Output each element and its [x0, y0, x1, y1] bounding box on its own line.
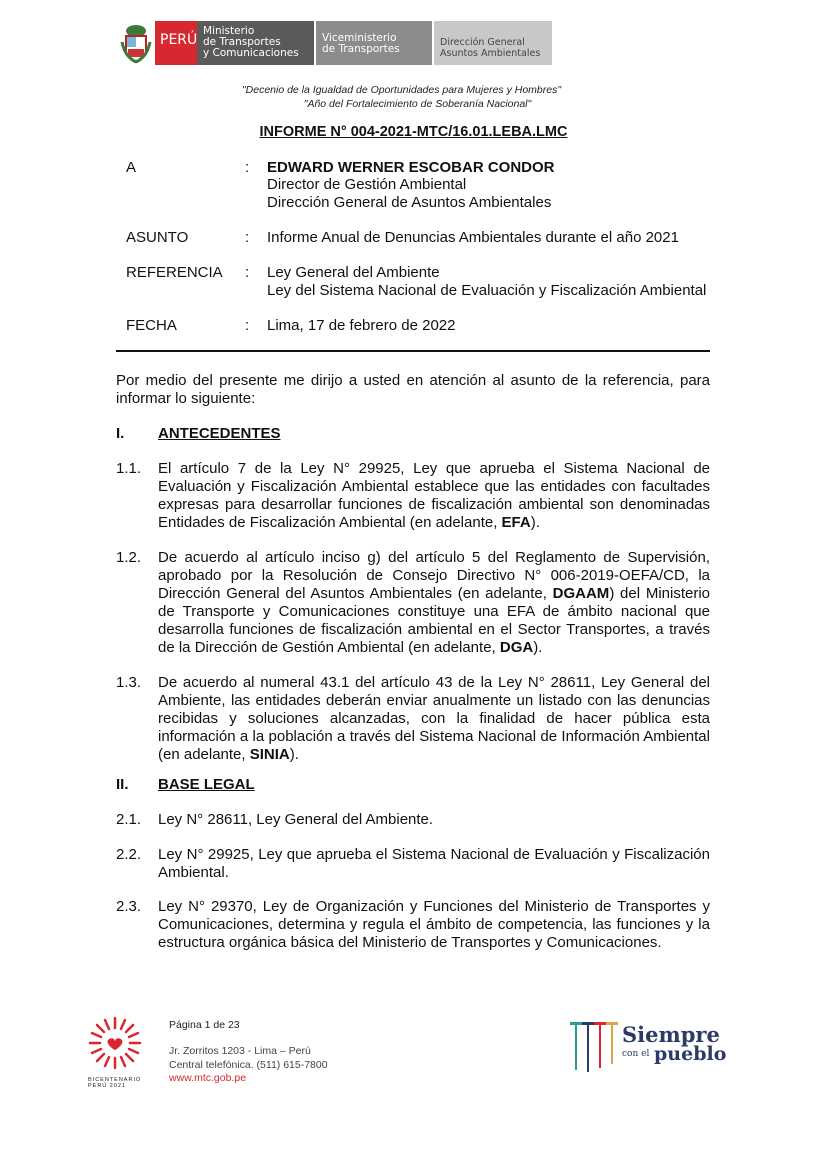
item-number: 1.1. — [116, 460, 142, 477]
slogan-siempre: Siempre — [622, 1022, 720, 1047]
item-text: ) del Ministerio de Transporte y Comunicaciones constituye una EFA de ámbito nacional que desarrolla funciones de fiscalización ambiental en el Sector Transportes, a través de la Dirección de Gestión Ambiental (en adelante, — [158, 585, 711, 656]
item-bold: SINIA — [249, 746, 290, 763]
direction-box — [434, 21, 552, 65]
item-text: De acuerdo al numeral 43.1 del artículo 43 de la Ley N° 28611, Ley General del Ambiente, las entidades deberán enviar anualmente un listado con las denuncias recibidas y soluciones alcanzadas, con la finalidad de hacer pública esta información a la población a través del Sistema Nacional de Información Ambiental (en adelante, — [158, 674, 710, 763]
item-bold: DGA — [499, 639, 534, 656]
vice-line: de Transportes — [322, 43, 400, 55]
footer-address: Jr. Zorritos 1203 - Lima – Perú — [169, 1045, 311, 1057]
item-number: 2.2. — [116, 846, 142, 863]
reference-line: Ley del Sistema Nacional de Evaluación y Fiscalización Ambiental — [267, 282, 707, 299]
item-number: 2.3. — [116, 898, 142, 915]
siempre-con-el-pueblo-logo — [570, 1022, 727, 1074]
item-number: 1.3. — [116, 674, 142, 691]
reference-label: REFERENCIA — [126, 264, 223, 281]
date-label: FECHA — [126, 317, 177, 334]
subject-value: Informe Anual de Denuncias Ambientales durante el año 2021 — [267, 229, 679, 246]
item-text: El artículo 7 de la Ley N° 29925, Ley que aprueba el Sistema Nacional de Evaluación y Fiscalización Ambiental establece que las entidades con facultades expresas para desarrollar funciones de fiscalización ambiental son denominadas Entidades de Fiscalización Ambiental (en adelante, — [158, 460, 710, 531]
item-number: 1.2. — [116, 549, 142, 566]
footer-phone: Central telefónica. (511) 615-7800 — [169, 1059, 328, 1071]
coat-of-arms-icon — [120, 22, 152, 64]
direction-line: Dirección General — [440, 37, 525, 48]
footer-website-link[interactable]: www.mtc.gob.pe — [169, 1072, 247, 1084]
ministry-box — [197, 21, 314, 65]
item-bold: DGAAM — [552, 585, 610, 602]
list-item — [158, 460, 710, 532]
motto-2: "Año del Fortalecimiento de Soberanía Nacional" — [303, 98, 532, 110]
ministry-line: Ministerio — [203, 25, 255, 37]
list-item: Ley N° 29925, Ley que aprueba el Sistema Nacional de Evaluación y Fiscalización Ambiental. — [158, 846, 710, 881]
item-number: 2.1. — [116, 811, 142, 828]
list-item: Ley N° 29370, Ley de Organización y Funciones del Ministerio de Transportes y Comunicaciones, determina y regula el ámbito de competencia, las funciones y la estructura orgánica básica del Ministerio de Transportes y Comunicaciones. — [158, 898, 710, 951]
item-bold: EFA — [501, 514, 531, 531]
colon: : — [245, 229, 250, 246]
recipient-title: Director de Gestión Ambiental — [267, 176, 467, 193]
item-text: ). — [530, 514, 540, 531]
recipient-name: EDWARD WERNER ESCOBAR CONDOR — [267, 159, 555, 176]
bicentenario-label: BICENTENARIO — [88, 1077, 142, 1083]
reference-line: Ley General del Ambiente — [267, 264, 440, 281]
colon: : — [245, 317, 250, 334]
slogan-pueblo: pueblo — [654, 1043, 727, 1065]
recipient-office: Dirección General de Asuntos Ambientales — [267, 194, 552, 211]
report-title: INFORME N° 004-2021-MTC/16.01.LEBA.LMC — [259, 124, 568, 140]
list-item — [158, 674, 710, 764]
section-number: II. — [116, 776, 129, 793]
date-value: Lima, 17 de febrero de 2022 — [267, 317, 456, 334]
slogan-con-el: con el — [622, 1049, 650, 1059]
colon: : — [245, 159, 250, 176]
section-title-antecedentes: ANTECEDENTES — [158, 425, 281, 442]
to-label: A — [126, 159, 137, 176]
ministry-line: y Comunicaciones — [203, 47, 299, 59]
bicentenario-logo — [88, 1016, 144, 1089]
bicentenario-label: PERÚ 2021 — [88, 1083, 127, 1089]
motto-1: "Decenio de la Igualdad de Oportunidades para Mujeres y Hombres" — [241, 84, 562, 96]
bicentenario-icon — [88, 1016, 142, 1070]
page-number: Página 1 de 23 — [169, 1019, 240, 1031]
header-divider — [116, 350, 710, 352]
item-text: ). — [533, 639, 543, 656]
knot-cords-icon — [570, 1022, 618, 1074]
ministry-line: de Transportes — [203, 36, 281, 48]
peru-logo-box: PERÚ — [155, 21, 197, 65]
list-item — [158, 549, 710, 657]
vice-ministry-box — [316, 21, 432, 65]
item-text: ). — [289, 746, 299, 763]
colon: : — [245, 264, 250, 281]
section-number: I. — [116, 425, 125, 442]
section-title-base-legal: BASE LEGAL — [158, 776, 255, 793]
vice-line: Viceministerio — [322, 32, 397, 44]
list-item: Ley N° 28611, Ley General del Ambiente. — [158, 811, 434, 828]
item-text: De acuerdo al artículo inciso g) del artículo 5 del Reglamento de Supervisión, aprobado por la Resolución de Consejo Directivo N° 006-2019-OEFA/CD, la Dirección General del Asuntos Ambientales (en adelante, — [158, 549, 710, 602]
subject-label: ASUNTO — [126, 229, 189, 246]
intro-paragraph: Por medio del presente me dirijo a usted en atención al asunto de la referencia, para informar lo siguiente: — [116, 372, 710, 407]
direction-line: Asuntos Ambientales — [440, 48, 541, 59]
